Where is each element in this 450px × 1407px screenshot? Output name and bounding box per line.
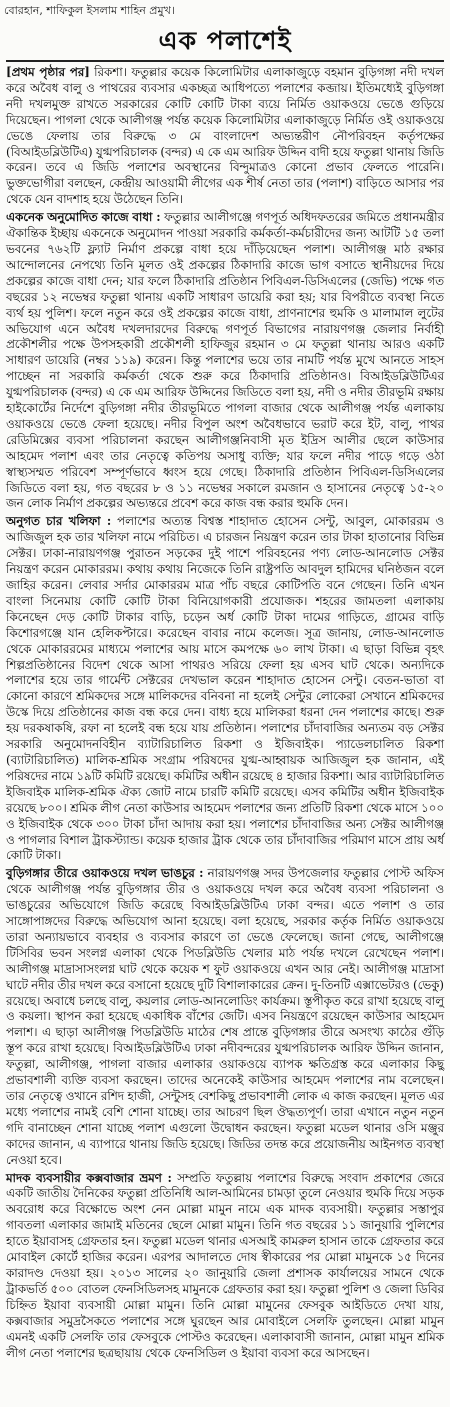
subhead-walkway: বুড়িগঙ্গার তীরে ওয়াকওয়ে দখল ভাঙচুর : [6, 866, 204, 881]
subhead-four-caliphs: অনুগত চার খলিফা : [6, 514, 112, 529]
section-walkway [6, 866, 444, 1168]
section-obstruction [6, 210, 444, 512]
previous-article-byline: বোরহান, শাফিকুল ইসলাম শাহিন প্রমুখ। [4, 4, 175, 17]
section-four-caliphs [6, 514, 444, 864]
subhead-drug-dealer: মাদক ব্যবসায়ীর কক্সবাজার ভ্রমণ : [6, 1170, 172, 1185]
section-drug-dealer-text: সম্প্রতি ফতুল্লায় পলাশের বিরুদ্ধে সংবাদ প্রকাশের জেরে একটি জাতীয় দৈনিকের ফতুল্লা প্রতিনিধি আল-আমিনের চামড়া তুলে নেওয়ার হুমকি দিয়ে সড়ক অবরোধ করে বিক্ষোভে অংশ নেন মোল্লা মামুন নামে এক মাদক ব্যবসায়ী। ফতুল্লার সস্তাপুর গাবতলা এলাকার জামাই মতিনের ছেলে মোল্লা মামুন। তিনি গত বছরের ১১ জানুয়ারি পুলিশের হাতে ইয়াবাসহ গ্রেফতার হন। ফতুল্লা মডেল থানার এসআই কামরুল হাসান তাকে গ্রেফতার করে মোবাইল কোর্টে হাজির করেন। এরপর আদালতে দোষ স্বীকারের পর মোল্লা মামুনকে ১৫ দিনের কারাদণ্ড দেওয়া হয়। ২০১৩ সালের ২০ জানুয়ারি জেলা প্রশাসক কার্যালয়ের সামনে থেকে ট্রাকভর্তি ৫০০ বোতল ফেনসিডিলসহ মামুনকে গ্রেফতার করা হয়। ফতুল্লা পুলিশ ও জেলা ডিবির চিহ্নিত ইয়াবা ব্যবসায়ী মোল্লা মামুন। তিনি মোল্লা মামুনের ফেসবুক আইডিতে দেখা যায়, কক্সবাজার সমুদ্রসৈকতে পলাশের সঙ্গে ঘুরছেন আর মোবাইলে সেলফি তুলছেন। মোল্লা মামুন এমনই একটি সেলফি তার ফেসবুকে পোস্টও করেছেন। এলাকাবাসী জানান, মোল্লা মামুন শ্রমিক লীগ নেতা পলাশের ছত্রছায়ায় থেকে ফেনসিডিল ও ইয়াবা ব্যবসা করে আসছেন। [6, 1170, 444, 1360]
continued-label: [প্রথম পৃষ্ঠার পর] [6, 65, 90, 79]
headline-rule [6, 60, 444, 62]
section-obstruction-text: ফতুল্লার আলীগঞ্জে গণপূর্ত অধিদফতরের জমিতে প্রধানমন্ত্রীর ঐকান্তিক ইচ্ছায় একনেকে অনুমোদন পাওয়া সরকারি কর্মকর্তা-কর্মচারীদের জন্য আটটি ১৫ তলা ভবনের ৭৬২টি ফ্ল্যাট নির্মাণ প্রকল্পে বাধা হয়ে দাঁড়িয়েছেন পলাশ। আলীগঞ্জ মাঠ রক্ষার আন্দোলনের নেপথ্যে তিনি মূলত ওই প্রকল্পের ঠিকাদারি কাজে ভাগ বসাতে স্থানীয়দের দিয়ে প্রকল্পের কাজে বাধা দেন; যার ফলে ঠিকাদারি প্রতিষ্ঠান পিবিএল-ডিসিএলের (জেভি) পক্ষে গত বছরের ১২ নভেম্বর ফতুল্লা থানায় একটি সাধারণ ডায়েরি করা হয়; যার বিপরীতে ব্যবস্থা নিতে ব্যর্থ হয় পুলিশ। ফলে নতুন করে ওই প্রকল্পের কাজে বাধা, প্রাণনাশের হুমকি ও মালামাল লুটের অভিযোগ এনে অবৈধ দখলদারদের বিরুদ্ধে গণপূর্ত বিভাগের নারায়ণগঞ্জ জেলার নির্বাহী প্রকৌশলীর পক্ষে উপসহকারী প্রকৌশলী হাফিজুর রহমান ৩ মে ফতুল্লা থানায় আরও একটি সাধারণ ডায়েরি (নম্বর ১১৯) করেন। কিন্তু পলাশের ভয়ে তার নামটি পর্যন্ত মুখে আনতে সাহস পাচ্ছেন না সরকারি কর্মকর্তা থেকে শুরু করে ঠিকাদারি প্রতিষ্ঠানও। বিআইডব্লিউটিএর যুগ্মপরিচালক (বন্দর) এ কে এম আরিফ উদ্দিনের জিডিতে বলা হয়, নদী ও নদীর তীরভূমি রক্ষায় হাইকোর্টের নির্দেশে বুড়িগঙ্গা নদীর তীরভূমিতে পাগলা বাজার থেকে আলীগঞ্জ পর্যন্ত এলাকায় ওয়াকওয়ে ভেঙে ফেলা হয়েছে। নদীর বিপুল অংশ অবৈধভাবে ভরাট করে ইট, বালু, পাথর রেডিমিক্সের ব্যবসা পরিচালনা করছেন আলীগঞ্জনিবাসী মৃত ইদ্রিস আলীর ছেলে কাউসার আহমেদ পলাশ এবং তার নেতৃত্বে কতিপয় অসাধু ব্যক্তি; যার ফলে নদীর পাড়ে গড়ে ওঠা স্বাস্থ্যসম্মত পরিবেশ সম্পূর্ণভাবে ধ্বংস হয়ে গেছে। ঠিকাদারি প্রতিষ্ঠান পিবিএল-ডিসিএলের জিডিতে বলা হয়, গত বছরের ৮ ও ১১ নভেম্বর সকালে রমজান ও হাসানের নেতৃত্বে ১৫-২০ জন লোক নির্মাণ প্রকল্পের অভ্যন্তরে প্রবেশ করে কাজ বন্ধ করার হুমকি দেন। [6, 210, 444, 511]
section-drug-dealer [6, 1171, 444, 1362]
intro-paragraph [6, 65, 444, 208]
section-walkway-text: নারায়ণগঞ্জ সদর উপজেলার ফতুল্লার পোস্ট অফিস থেকে আলীগঞ্জ পর্যন্ত বুড়িগঙ্গার তীর ও ওয়াকওয়ে দখল করে অবৈধ ব্যবসা পরিচালনা ও ভাঙচুরের অভিযোগে জিডি করেছে বিআইডব্লিউটিএ ঢাকা বন্দর। এতে পলাশ ও তার সাঙ্গোপাঙ্গদের বিরুদ্ধে অভিযোগ আনা হয়েছে। বলা হয়েছে, সরকার কর্তৃক নির্মিত ওয়াকওয়ে তারা অন্যায়ভাবে ব্যবহার ও ব্যবসার কারণে তা ভেঙে ফেলেছে। জানা গেছে, আলীগঞ্জে টিসিবির ভবন সংলগ্ন এলাকা থেকে পিডব্লিউডি খেলার মাঠ পর্যন্ত দখলে রেখেছেন পলাশ। আলীগঞ্জ মাদ্রাসাসংলগ্ন ঘাট থেকে কয়েক শ ফুট ওয়াকওয়ে এখন আর নেই। আলীগঞ্জ মাদ্রাসা ঘাটে নদীর তীর দখল করে বসানো হয়েছে দুটি বিশালাকারের ক্রেন। দু-তিনটি এক্সাভেটরও (ভেকু) রয়েছে। অবাধে চলছে বালু, কয়লার লোড-আনলোডিং কার্যক্রম। স্তূপীকৃত করে রাখা হয়েছে বালু ও কয়লা। স্থাপন করা হয়েছে একাধিক বাঁশের জেটি। এসব নিয়ন্ত্রণে রয়েছেন কাউসার আহমেদ পলাশ। এ ছাড়া আলীগঞ্জ পিডব্লিউডি মাঠের শেষ প্রান্তে বুড়িগঙ্গার তীরে অসংখ্য কাঠের গুঁড়ি স্তূপ করে রাখা হয়েছে। বিআইডব্লিউটিএ ঢাকা নদীবন্দরের যুগ্মপরিচালক আরিফ উদ্দিন জানান, ফতুল্লা, আলীগঞ্জ, পাগলা বাজার এলাকার ওয়াকওয়ে ব্যাপক ক্ষতিগ্রস্ত করে এলাকার কিছু প্রভাবশালী ব্যক্তি ব্যবসা করছেন। তাদের অনেকেই কাউসার আহমেদ পলাশের নাম বলেছেন। তার নেতৃত্বে ওখানে রশিদ হাজী, সেন্টুসহ বেশকিছু প্রভাবশালী লোক এ কাজ করছেন। মূলত এর মধ্যে পলাশের নামই বেশি শোনা যাচ্ছে। তার আচরণ ছিল ঔদ্ধত্যপূর্ণ। তারা এখানে নতুন নতুন গদি বানাচ্ছেন শোনা যাচ্ছে পলাশ এগুলো উদ্বোধন করছেন। ফতুল্লা মডেল থানার ওসি মঞ্জুর কাদের জানান, এ ব্যাপারে থানায় জিডি হয়েছে। জিডির তদন্ত করে প্রয়োজনীয় আইনগত ব্যবস্থা নেওয়া হবে। [6, 866, 445, 1167]
headline: এক পলাশেই [158, 26, 292, 55]
subhead-obstruction: একনেক অনুমোদিত কাজে বাধা : [6, 210, 161, 225]
section-four-caliphs-text: পলাশের অত্যন্ত বিশ্বস্ত শাহাদাত হোসেন সেন্টু, আবুল, মোকাররম ও আজিজুল হক তার খলিফা নামে পরিচিত। এ চারজন নিয়ন্ত্রণ করেন তার টাকা হাতানোর বিভিন্ন সেক্টর। ঢাকা-নারায়ণগঞ্জ পুরাতন সড়কের দুই পাশে পরিবহনের পণ্য লোড-আনলোড সেক্টর নিয়ন্ত্রণ করেন মোকাররম। কথায় কথায় নিজেকে তিনি রাষ্ট্রপতি আবদুল হামিদের ঘনিষ্ঠজন বলে জাহির করেন। লেবার সর্দার মোকাররম মাত্র পাঁচ বছরে কোটিপতি বনে গেছেন। তিনি এখন বাংলা সিনেমায় কোটি কোটি টাকা বিনিয়োগকারী প্রযোজক। শহরের জামতলা এলাকায় কিনেছেন দেড় কোটি টাকার বাড়ি, চড়েন অর্ধ কোটি টাকা দামের গাড়িতে, গ্রামের বাড়ি কিশোরগঞ্জে যান হেলিকপ্টারে। করেছেন বাবার নামে কলেজ। সূত্র জানায়, লোড-আনলোড থেকে মোকাররমের মাধ্যমে পলাশের আয় মাসে কমপক্ষে ৬০ লাখ টাকা। এ ছাড়া বিভিন্ন বৃহৎ শিল্পপ্রতিষ্ঠানের বিদেশ থেকে আসা পাথরও সরিয়ে ফেলা হয় এসব ঘাট থেকে। অন্যদিকে পলাশের হয়ে তার গার্মেন্ট সেক্টরের দেখভাল করেন শাহাদাত হোসেন সেন্টু। বেতন-ভাতা বা কোনো কারণে শ্রমিকদের সঙ্গে মালিকদের বনিবনা না হলেই সেন্টুর লোকেরা সেখানে শ্রমিকদের উস্কে দিয়ে প্রতিষ্ঠানের কাজ বন্ধ করে দেন। বাধ্য হয়ে মালিকরা ধরনা দেন পলাশের কাছে। শুরু হয় দরকষাকষি, রফা না হলেই বন্ধ হয়ে যায় প্রতিষ্ঠান। পলাশের চাঁদাবাজির অন্যতম বড় সেক্টর সরকারি অনুমোদনবিহীন ব্যাটারিচালিত রিকশা ও ইজিবাইক। প্যাডেলচালিত রিকশা (ব্যাটারিচালিত) মালিক-শ্রমিক সংগ্রাম পরিষদের যুগ্ম-আহ্বায়ক আজিজুল হক জানান, এই পরিষদের নামে ১৯টি কমিটি রয়েছে। কমিটির অধীন রয়েছে ৪ হাজার রিকশা। আর ব্যাটারিচালিত ইজিবাইক মালিক-শ্রমিক ঐক্য জোট নামে চারটি কমিটি রয়েছে। এসব কমিটির অধীন ইজিবাইক রয়েছে ৮০০। শ্রমিক লীগ নেতা কাউসার আহমেদ পলাশের জন্য প্রতিটি রিকশা থেকে মাসে ১০০ ও ইজিবাইক থেকে ৩০০ টাকা চাঁদা আদায় করা হয়। পলাশের চাঁদাবাজির অন্য সেক্টর আলীগঞ্জ ও পাগলার বিশাল ট্রাকস্ট্যান্ড। কয়েক হাজার ট্রাক থেকে তার চাঁদাবাজির পরিমাণ মাসে প্রায় অর্ধ কোটি টাকা। [6, 514, 445, 863]
intro-text: রিকশা। ফতুল্লার কয়েক কিলোমিটার এলাকাজুড়ে বহমান বুড়িগঙ্গা নদী দখল করে অবৈধ বালু ও পাথরের ব্যবসার একচ্ছত্র আধিপত্যে পলাশের কব্জায়। ইতিমধ্যেই বুড়িগঙ্গা নদী দখলমুক্ত রাখতে সরকারের কোটি কোটি টাকা ব্যয়ে নির্মিত ওয়াকওয়ে ভেঙে গুড়িয়ে দিয়েছেন। পাগলা থেকে আলীগঞ্জ পর্যন্ত কয়েক কিলোমিটার এলাকাজুড়ে নির্মিত ওই ওয়াকওয়ে ভেঙে ফেলায় তার বিরুদ্ধে ৩ মে বাংলাদেশ অভ্যন্তরীণ নৌপরিবহন কর্তৃপক্ষের (বিআইডব্লিউটিএ) যুগ্মপরিচালক (বন্দর) এ কে এম আরিফ উদ্দিন বাদী হয়ে ফতুল্লা থানায় জিডি করেন। তবে এ জিডি পলাশের অবস্থানের বিন্দুমাত্রও কোনো প্রভাব ফেলতে পারেনি। ভুক্তভোগীরা বলছেন, কেন্দ্রীয় আওয়ামী লীগের এক শীর্ষ নেতা তার (পলাশ) বাড়িতে আসার পর থেকে যেন বাদশাহ হয়ে উঠেছেন তিনি। [6, 65, 444, 207]
